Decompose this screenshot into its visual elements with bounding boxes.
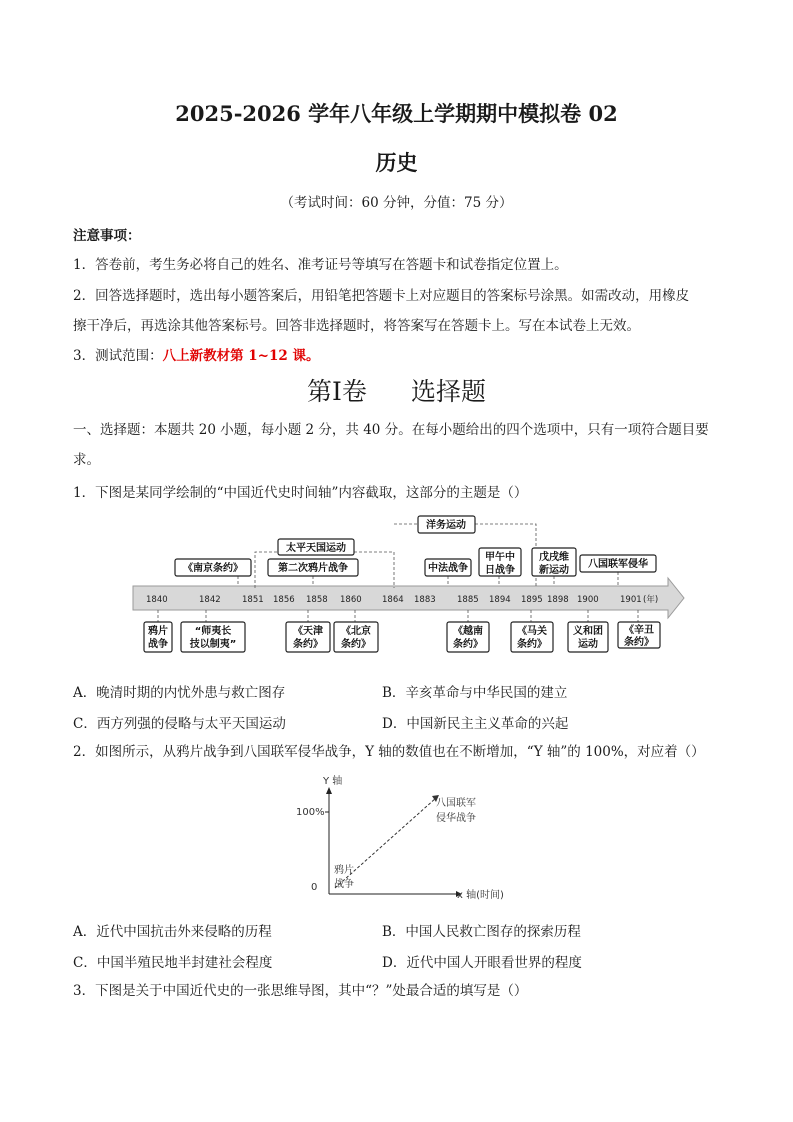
timeline-events-above — [183, 518, 648, 576]
year-label: 1894 — [489, 595, 511, 605]
end-label: 侵华战争 — [436, 813, 476, 824]
q2-option-b[interactable]: B．中国人民救亡图存的探索历程 — [382, 924, 581, 940]
event-learn-from-west: 技以制夷” — [189, 639, 237, 650]
q2-stem: 2．如图所示，从鸦片战争到八国联军侵华战争，Y 轴的数值也在不断增加，“Y 轴”的 100%，对应着（） — [73, 744, 705, 760]
event-taiping: 太平天国运动 — [286, 543, 346, 554]
event-first-opium-war: 战争 — [148, 639, 168, 650]
section-heading — [0, 372, 793, 408]
year-label: 1883 — [414, 595, 436, 605]
paper-title: 2025-2026 学年八年级上学期期中模拟卷 02 — [175, 101, 618, 126]
event-beijing-treaty: 《北京 — [341, 626, 371, 637]
year-label: 1895 — [521, 595, 543, 605]
notice-item-1: 1．答卷前，考生务必将自己的姓名、准考证号等填写在答题卡和试卷指定位置上。 — [73, 257, 568, 273]
event-first-opium-war: 鸦片 — [148, 626, 168, 637]
event-westernization-movement: 洋务运动 — [426, 520, 466, 531]
event-tianjin-treaty: 《天津 — [293, 626, 323, 637]
year-unit: (年) — [643, 595, 659, 605]
year-label: 1842 — [199, 595, 221, 605]
y-axis-label: Y 轴 — [323, 776, 343, 787]
event-beijing-treaty: 条约》 — [341, 639, 371, 650]
instructions-line-1: 一、选择题：本题共 20 小题，每小题 2 分，共 40 分。在每小题给出的四个选项中，只有一项符合题目要 — [73, 422, 709, 438]
event-eight-nation-alliance: 八国联军侵华 — [588, 559, 648, 570]
start-label: 鸦片 — [334, 865, 354, 876]
q3-stem: 3．下图是关于中国近代史的一张思维导图，其中“？”处最合适的填写是（） — [73, 983, 528, 999]
event-boxer-protocol: 条约》 — [624, 637, 654, 648]
event-learn-from-west: “师夷长 — [194, 626, 232, 637]
event-shimonoseki-treaty: 条约》 — [517, 639, 547, 650]
q1-option-a[interactable]: A．晚清时期的内忧外患与救亡图存 — [73, 685, 286, 701]
year-label: 1885 — [457, 595, 479, 605]
year-label: 1858 — [306, 595, 328, 605]
notice-item-3 — [73, 347, 320, 365]
instructions-line-2: 求。 — [73, 452, 100, 468]
event-boxer-movement: 义和团 — [573, 626, 603, 637]
event-tianjin-treaty: 条约》 — [293, 639, 323, 650]
event-sino-japanese-war: 日战争 — [485, 565, 515, 576]
event-shimonoseki-treaty: 《马关 — [517, 626, 547, 637]
event-hundred-days-reform: 戊戌维 — [539, 552, 569, 563]
section-part: 第Ⅰ卷 — [307, 377, 367, 406]
test-range: 八上新教材第 1~12 课。 — [162, 348, 320, 364]
event-nanjing-treaty: 《南京条约》 — [183, 563, 243, 574]
year-label: 1860 — [340, 595, 362, 605]
q2-option-c[interactable]: C．中国半殖民地半封建社会程度 — [73, 955, 273, 971]
q2-option-d[interactable]: D．近代中国人开眼看世界的程度 — [382, 955, 582, 971]
q1-timeline-figure — [128, 512, 688, 662]
timeline-events-below — [148, 623, 654, 650]
y-tick-100: 100% — [296, 807, 325, 818]
origin-label: 0 — [311, 882, 318, 893]
year-label: 1898 — [547, 595, 569, 605]
year-label: 1840 — [146, 595, 168, 605]
year-label: 1901 — [620, 595, 642, 605]
notice-item-2-line-1: 2．回答选择题时，选出每小题答案后，用铅笔把答题卡上对应题目的答案标号涂黑。如需改动，用橡皮 — [73, 288, 690, 304]
start-label: 战争 — [334, 879, 354, 890]
q1-option-b[interactable]: B．辛亥革命与中华民国的建立 — [382, 685, 568, 701]
event-vietnam-treaty: 《越南 — [453, 626, 483, 637]
year-label: 1864 — [382, 595, 404, 605]
event-boxer-movement: 运动 — [578, 639, 598, 650]
q2-graph-figure — [290, 770, 530, 902]
end-label: 八国联军 — [436, 798, 476, 809]
event-vietnam-treaty: 条约》 — [453, 639, 483, 650]
exam-info: （考试时间：60 分钟，分值：75 分） — [280, 195, 513, 211]
event-sino-japanese-war: 甲午中 — [485, 552, 515, 563]
event-second-opium-war: 第二次鸦片战争 — [278, 563, 348, 574]
q1-stem: 1．下图是某同学绘制的“中国近代史时间轴”内容截取，这部分的主题是（） — [73, 485, 528, 501]
notice-item-2-line-2: 擦干净后，再选涂其他答案标号。回答非选择题时，将答案写在答题卡上。写在本试卷上无效。 — [73, 318, 640, 334]
year-label: 1856 — [273, 595, 295, 605]
event-hundred-days-reform: 新运动 — [539, 565, 569, 576]
year-label: 1851 — [242, 595, 264, 605]
q2-option-a[interactable]: A．近代中国抗击外来侵略的历程 — [73, 924, 272, 940]
q1-option-c[interactable]: C．西方列强的侵略与太平天国运动 — [73, 716, 286, 732]
subject-title: 历史 — [375, 150, 418, 175]
notice-item-3-prefix: 3．测试范围： — [73, 348, 163, 364]
notice-heading: 注意事项： — [73, 228, 141, 244]
q1-option-d[interactable]: D．中国新民主主义革命的兴起 — [382, 716, 569, 732]
event-boxer-protocol: 《辛丑 — [624, 625, 654, 636]
event-sino-french-war: 中法战争 — [428, 563, 468, 574]
section-name: 选择题 — [410, 377, 486, 406]
year-label: 1900 — [577, 595, 599, 605]
x-axis-label: x 轴(时间) — [457, 890, 504, 901]
